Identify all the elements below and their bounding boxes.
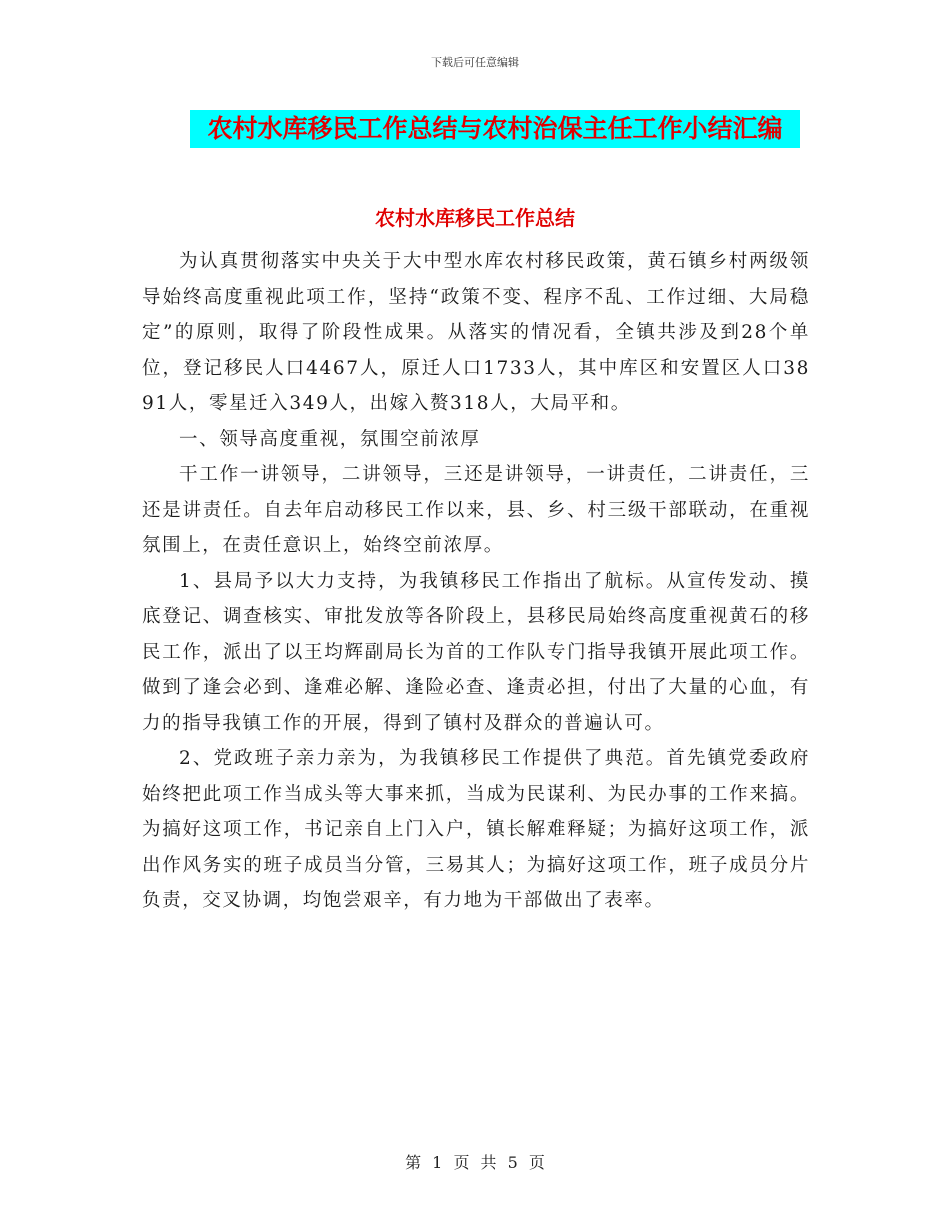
paragraph-county-support: 1、县局予以大力支持，为我镇移民工作指出了航标。从宣传发动、摸底登记、调查核实、审批发放等各阶段上，县移民局始终高度重视黄石的移民工作，派出了以王均辉副局长为首的工作队专门指导我镇开展此项工作。做到了逢会必到、逢难必解、逢险必查、逢责必担，付出了大量的心血，有力的指导我镇工作的开展，得到了镇村及群众的普遍认可。 — [142, 570, 810, 734]
section-title: 农村水库移民工作总结 — [375, 206, 575, 230]
header-note: 下载后可任意编辑 — [431, 56, 519, 69]
paragraph-party-team: 2、党政班子亲力亲为，为我镇移民工作提供了典范。首先镇党委政府始终把此项工作当成头等大事来抓，当成为民谋利、为民办事的工作来搞。为搞好这项工作，书记亲自上门入户，镇长解难释疑；为搞好这项工作，派出作风务实的班子成员当分管，三易其人；为搞好这项工作，班子成员分片负责，交叉协调，均饱尝艰辛，有力地为干部做出了表率。 — [142, 748, 810, 911]
paragraph-heading-1: 一、领导高度重视，氛围空前浓厚 — [179, 428, 481, 450]
page-number: 第 1 页 共 5 页 — [405, 1153, 545, 1172]
document-body — [142, 244, 810, 919]
document-title: 农村水库移民工作总结与农村治保主任工作小结汇编 — [190, 110, 800, 148]
paragraph-intro: 为认真贯彻落实中央关于大中型水库农村移民政策，黄石镇乡村两级领导始终高度重视此项工作，坚持“政策不变、程序不乱、工作过细、大局稳定”的原则，取得了阶段性成果。从落实的情况看，全镇共涉及到28个单位，登记移民人口4467人，原迁人口1733人，其中库区和安置区人口3891人，零星迁入349人，出嫁入赘318人，大局平和。 — [142, 251, 810, 414]
paragraph-leadership: 干工作一讲领导，二讲领导，三还是讲领导，一讲责任，二讲责任，三还是讲责任。自去年启动移民工作以来，县、乡、村三级干部联动，在重视氛围上，在责任意识上，始终空前浓厚。 — [142, 464, 810, 556]
